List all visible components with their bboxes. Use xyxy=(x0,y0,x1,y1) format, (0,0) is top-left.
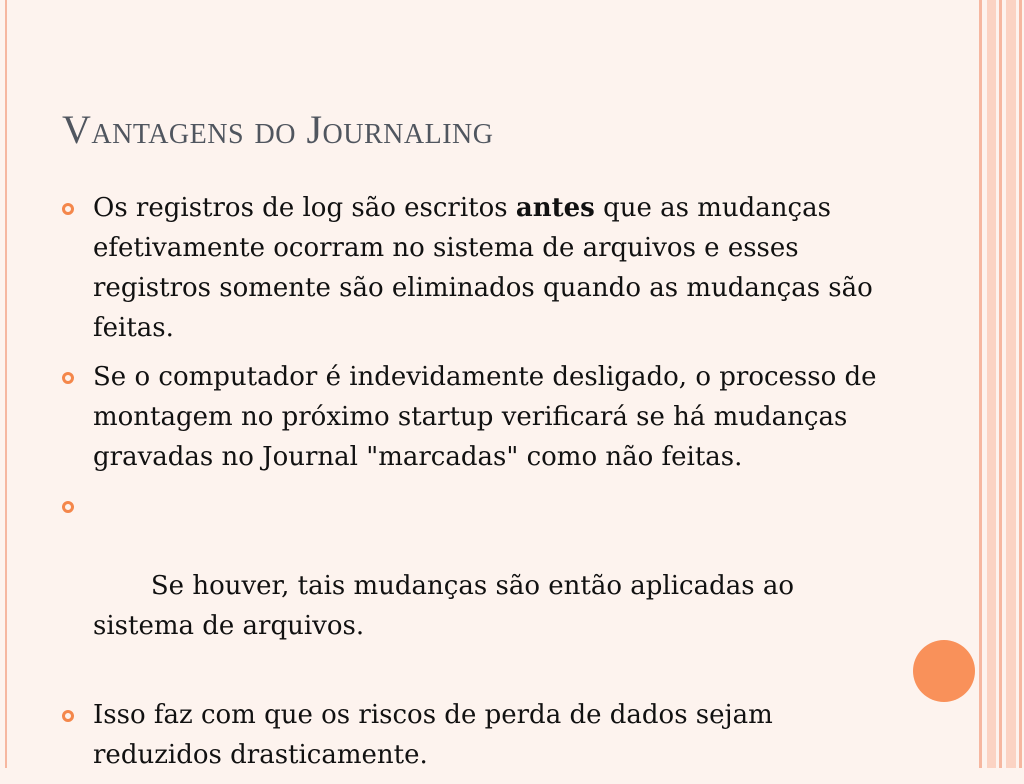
bullet-list xyxy=(62,188,892,784)
bullet-item xyxy=(62,188,892,348)
ring-bullet-icon xyxy=(62,372,74,384)
bullet-text: Se houver, tais mudanças são então aplicadas ao sistema de arquivos. xyxy=(93,571,803,641)
right-border-line-5 xyxy=(1019,0,1022,768)
right-border-line-1 xyxy=(979,0,982,768)
bullet-text: Se o computador é indevidamente desligado, o processo de montagem no próximo startup verificará se há mudanças gravadas no Journal "marcadas" como não feitas. xyxy=(93,362,877,472)
right-border-line-2 xyxy=(987,0,996,768)
bullet-text-continued: que as mudanças efetivamente ocorram no sistema de arquivos e esses registros somente são eliminados quando as mudanças são feitas. xyxy=(93,193,873,343)
left-border-line xyxy=(5,0,7,768)
bullet-text: Os registros de log são escritos xyxy=(93,193,516,223)
right-border-line-4 xyxy=(1006,0,1016,768)
bullet-item xyxy=(62,486,892,686)
ring-bullet-icon xyxy=(62,501,74,513)
slide-title: Vantagens do Journaling xyxy=(62,107,494,152)
bullet-text: Isso faz com que os riscos de perda de dados sejam reduzidos drasticamente. xyxy=(93,700,773,770)
bullet-item xyxy=(62,695,892,775)
orange-circle-icon xyxy=(913,640,975,702)
bullet-bold-text: antes xyxy=(515,193,595,223)
right-border-line-3 xyxy=(999,0,1002,768)
ring-bullet-icon xyxy=(62,203,74,215)
ring-bullet-icon xyxy=(62,710,74,722)
bullet-item xyxy=(62,357,892,477)
